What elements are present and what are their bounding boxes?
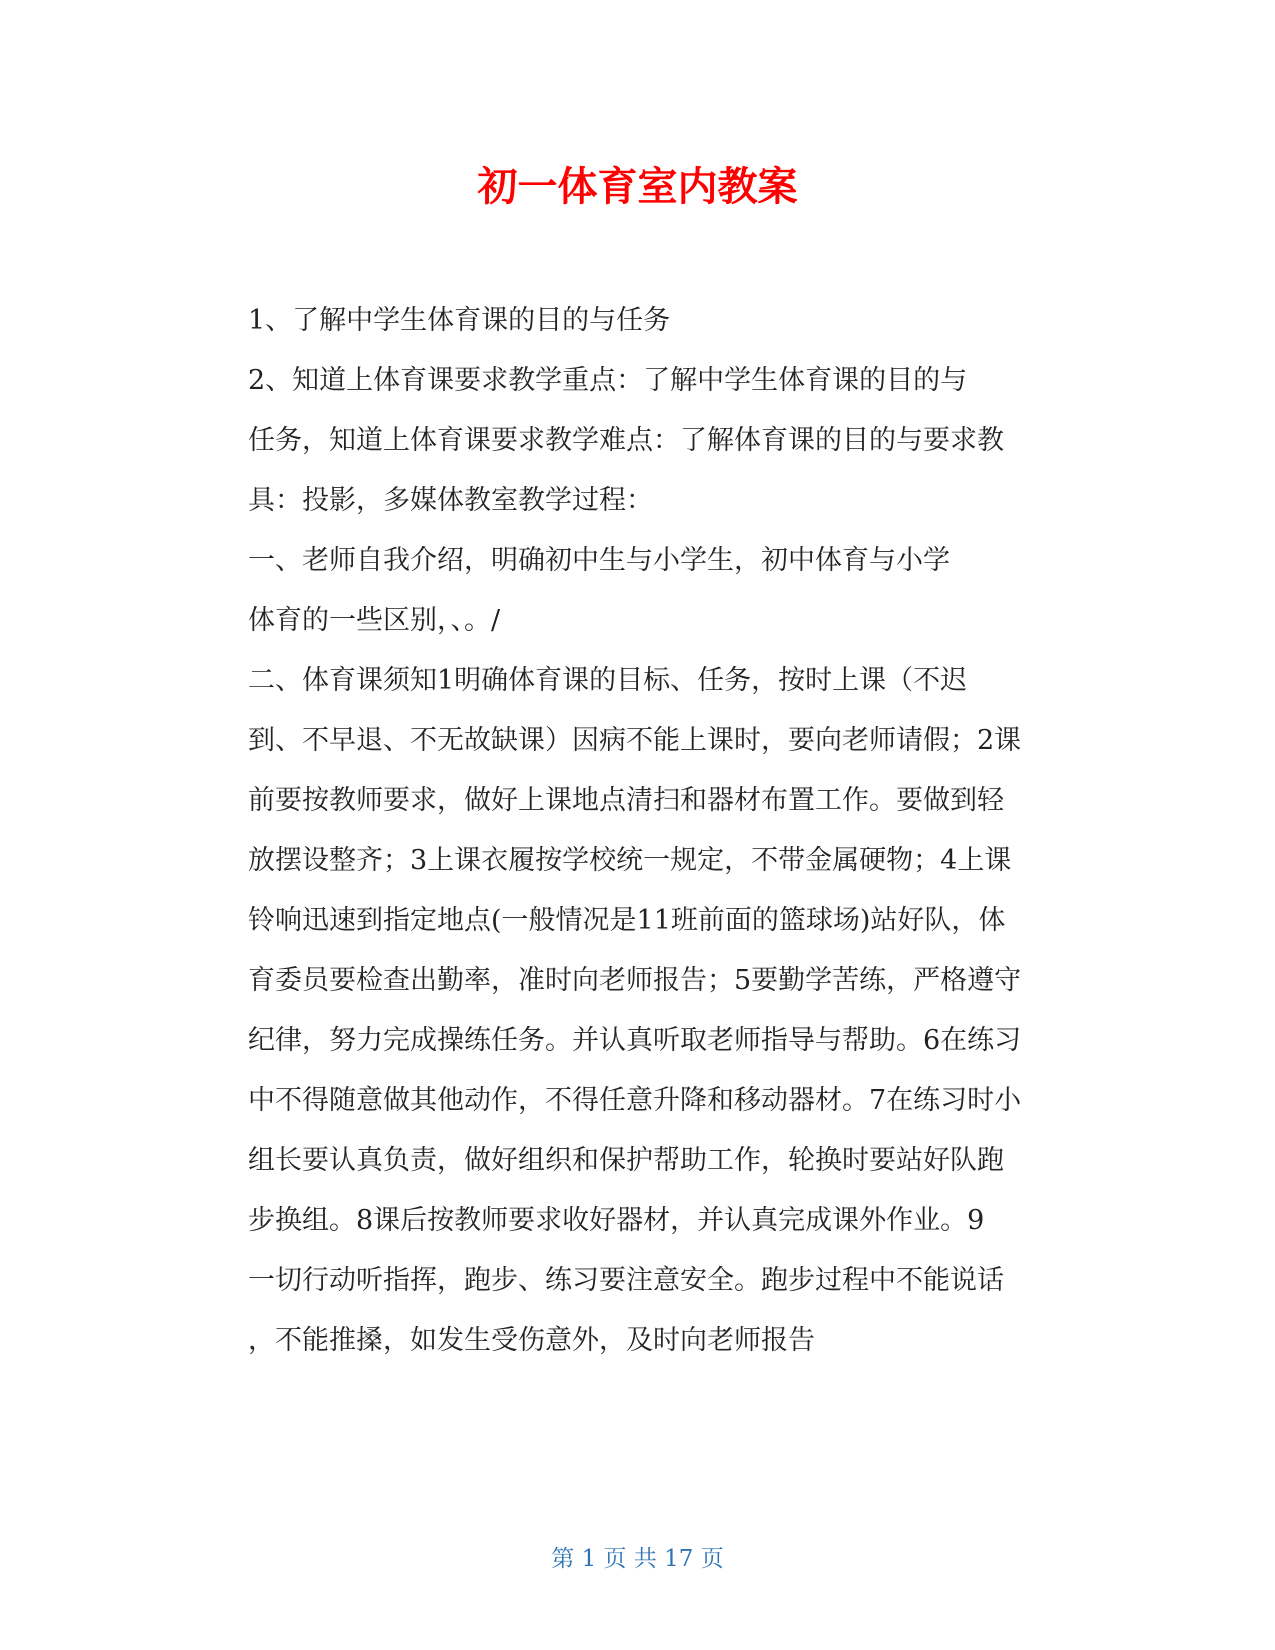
text-line: 2、知道上体育课要求教学重点：了解中学生体育课的目的与 [248,365,968,396]
paragraph-2 [190,351,1080,531]
text-line: 1、了解中学生体育课的目的与任务 [248,305,671,336]
text-line: 中不得随意做其他动作，不得任意升降和移动器材。7在练习时小 [248,1085,1022,1116]
text-line: 步换组。8课后按教师要求收好器材，并认真完成课外作业。9 [248,1205,985,1236]
document-title: 初一体育室内教案 [477,164,798,210]
text-line: 任务，知道上体育课要求教学难点：了解体育课的目的与要求教 [248,425,1004,456]
text-line: 纪律，努力完成操练任务。并认真听取老师指导与帮助。6在练习 [248,1025,1022,1056]
text-line: 组长要认真负责，做好组织和保护帮助工作，轮换时要站好队跑 [248,1145,1004,1176]
text-line: 铃响迅速到指定地点(一般情况是11班前面的篮球场)站好队，体 [248,905,1006,936]
text-line: 一切行动听指挥，跑步、练习要注意安全。跑步过程中不能说话 [248,1265,1004,1296]
paragraph-3 [190,531,1080,651]
text-line: 到、不早退、不无故缺课）因病不能上课时，要向老师请假；2课 [248,725,1022,756]
document-body [190,291,1080,1371]
paragraph-4 [190,651,1080,1371]
text-line: ，不能推搡，如发生受伤意外，及时向老师报告 [248,1325,815,1356]
text-line: 前要按教师要求，做好上课地点清扫和器材布置工作。要做到轻 [248,785,1004,816]
text-line: 一、老师自我介绍，明确初中生与小学生，初中体育与小学 [248,545,950,576]
paragraph-1 [190,291,1080,351]
text-line: 放摆设整齐；3上课衣履按学校统一规定，不带金属硬物；4上课 [248,845,1012,876]
text-line: 体育的一些区别，、。/ [248,605,501,636]
text-line: 育委员要检查出勤率，准时向老师报告；5要勤学苦练，严格遵守 [248,965,1022,996]
text-line: 二、体育课须知1明确体育课的目标、任务，按时上课（不迟 [248,665,968,696]
page-number-footer: 第 1 页 共 17 页 [551,1546,724,1572]
text-line: 具：投影，多媒体教室教学过程： [248,485,653,516]
